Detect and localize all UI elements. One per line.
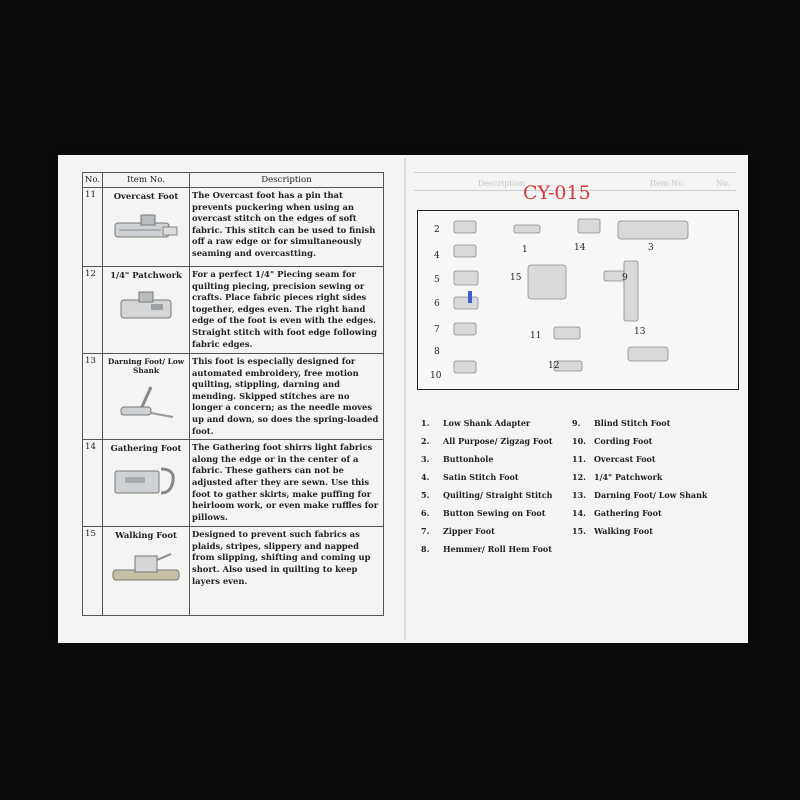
list-item: 8. Hemmer/ Roll Hem Foot: [421, 544, 552, 554]
item-cell: [103, 267, 190, 354]
table-row: [83, 267, 384, 354]
ghost-table-rule: [414, 172, 736, 173]
photo-label: 15: [510, 273, 522, 283]
list-item: 1. Low Shank Adapter: [421, 418, 531, 428]
header-item: Item No.: [103, 173, 190, 188]
list-item: 12. 1/4" Patchwork: [572, 472, 663, 482]
photo-label: 2: [434, 225, 440, 235]
patchwork-foot-image: [111, 290, 181, 326]
photo-label: 7: [434, 325, 440, 335]
presser-foot-table: [82, 172, 384, 616]
table-row: [83, 188, 384, 267]
list-item: 3. Buttonhole: [421, 454, 494, 464]
row-number: 14: [83, 440, 103, 527]
ghost-header-description: Description: [478, 179, 525, 188]
photo-label: 9: [622, 273, 628, 283]
item-name: Walking Foot: [115, 530, 177, 541]
list-item: 5. Quilting/ Straight Stitch: [421, 490, 553, 500]
list-item: 15. Walking Foot: [572, 526, 653, 536]
item-name: Overcast Foot: [113, 191, 179, 201]
photo-label: 12: [548, 361, 560, 371]
item-description: Designed to prevent such fabrics as plaids, stripes, slippery and napped from slipping, shifting and coming up short. Also used in quilting to keep layers even.: [190, 527, 384, 616]
header-description: Description: [190, 173, 384, 188]
item-description: For a perfect 1/4" Piecing seam for quilting piecing, precision sewing or crafts. Place fabric pieces right sides together, edges even. The right hand edge of the foot is even with the edges. Straight stitch with foot edge following fabric edges.: [190, 267, 384, 354]
photo-label: 8: [434, 347, 440, 357]
photo-label: 10: [430, 371, 442, 381]
item-description: The Gathering foot shirrs light fabrics along the edge or in the center of a fabric. These gathers can not be adjusted after they are sewn. Use this foot to gather skirts, make puffing for heirloom work, or even make ruffles for pillows.: [190, 440, 384, 527]
photo-label: 13: [634, 327, 646, 337]
list-item: 11. Overcast Foot: [572, 454, 656, 464]
item-name: 1/4" Patchwork: [110, 270, 182, 280]
item-name: Gathering Foot: [110, 443, 182, 454]
item-cell: [103, 527, 190, 616]
list-item: 13. Darning Foot/ Low Shank: [572, 490, 708, 500]
table-header-row: [83, 173, 384, 188]
photo-label: 11: [530, 331, 542, 341]
walking-foot-image: [111, 550, 181, 586]
row-number: 12: [83, 267, 103, 354]
photo-label: 3: [648, 243, 654, 253]
row-number: 11: [83, 188, 103, 267]
photo-label: 4: [434, 251, 440, 261]
list-item: 10. Cording Foot: [572, 436, 653, 446]
row-number: 13: [83, 354, 103, 440]
photo-label: 14: [574, 243, 586, 253]
ghost-header-item: Item No.: [650, 179, 686, 188]
overcast-foot-image: [111, 211, 181, 247]
item-description: The Overcast foot has a pin that prevents puckering when using an overcast stitch on the edges of soft fabric. This stitch can be used to finish off a raw edge or for simultaneously seaming and overcastting.: [190, 188, 384, 267]
item-cell: [103, 354, 190, 440]
model-title: CY-015: [523, 182, 591, 204]
list-item: 4. Satin Stitch Foot: [421, 472, 519, 482]
list-item: 14. Gathering Foot: [572, 508, 662, 518]
darning-foot-image: [111, 385, 181, 421]
page-fold: [404, 158, 406, 640]
item-name: Darning Foot/ Low Shank: [107, 357, 185, 375]
presser-feet-illustration: [418, 211, 738, 389]
list-item: 2. All Purpose/ Zigzag Foot: [421, 436, 553, 446]
table-row: [83, 440, 384, 527]
photo-label: 1: [522, 245, 528, 255]
photo-label: 6: [434, 299, 440, 309]
item-cell: [103, 188, 190, 267]
table-row: [83, 354, 384, 440]
item-cell: [103, 440, 190, 527]
ghost-header-no: No.: [716, 179, 731, 188]
accessory-photo: [417, 210, 739, 390]
row-number: 15: [83, 527, 103, 616]
item-description: This foot is especially designed for automated embroidery, free motion quilting, stippling, darning and mending. Skipped stitches are no longer a concern; as the needle moves up and down, so does the spring-loaded foot.: [190, 354, 384, 440]
header-no: No.: [83, 173, 103, 188]
list-item: 9. Blind Stitch Foot: [572, 418, 671, 428]
table-row: [83, 527, 384, 616]
list-item: 7. Zipper Foot: [421, 526, 495, 536]
gathering-foot-image: [111, 463, 181, 499]
photo-label: 5: [434, 275, 440, 285]
list-item: 6. Button Sewing on Foot: [421, 508, 546, 518]
